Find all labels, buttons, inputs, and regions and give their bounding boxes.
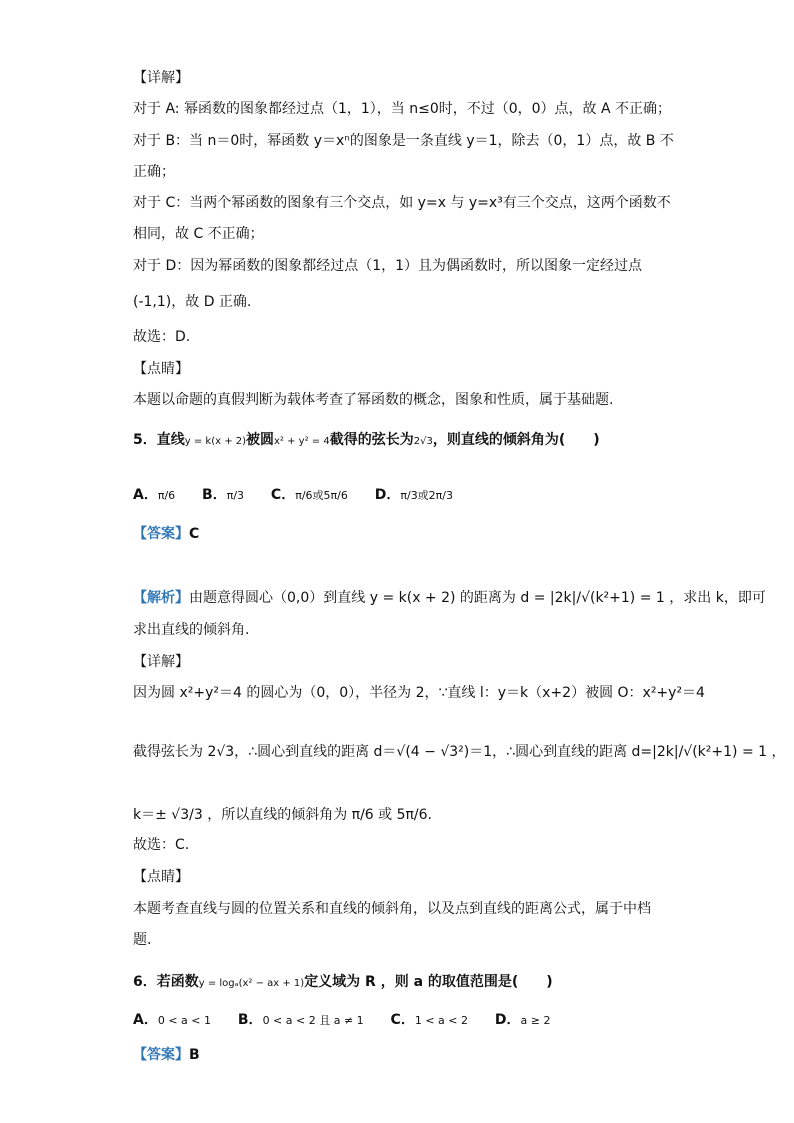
comment-text-1: 本题以命题的真假判断为载体考查了幂函数的概念，图象和性质，属于基础题. [133, 392, 614, 408]
paragraph-option-d-2: (-1,1)，故 D 正确. [133, 294, 252, 310]
option-a[interactable]: A．0 < a < 1 [133, 1012, 212, 1028]
comment-line-5-1: 本题考查直线与圆的位置关系和直线的倾斜角，以及点到直线的距离公式，属于中档 [133, 901, 651, 917]
function-expression: y = logₐ(x² − ax + 1) [198, 978, 305, 989]
question-5-options [133, 485, 475, 506]
answer-tag: 【答案】 [133, 526, 189, 542]
comment-heading-5: 【点睛】 [133, 869, 189, 885]
comment-line-5-2: 题. [133, 932, 152, 948]
option-b[interactable]: B．π/3 [202, 487, 245, 503]
answer-value: B [189, 1047, 200, 1063]
analysis-line-5-1: 【解析】由题意得圆心（0,0）到直线 y = k(x + 2) 的距离为 d = |2k|/√(k²+1) = 1 ，求出 k，即可 [133, 590, 766, 606]
chord-length: 2√3 [413, 436, 433, 447]
detail-line-5-3: k＝± √3/3 ，所以直线的倾斜角为 π/6 或 5π/6. [133, 807, 433, 823]
option-d[interactable]: D．π/3或2π/3 [374, 487, 454, 503]
answer-line-5 [133, 524, 199, 544]
question-number: 5． [133, 432, 157, 448]
comment-heading-1: 【点睛】 [133, 361, 189, 377]
option-c[interactable]: C．π/6或5π/6 [270, 487, 348, 503]
paragraph-option-a: 对于 A: 幂函数的图象都经过点（1，1），当 n≤0时，不过（0，0）点，故 A 不正确； [133, 101, 672, 117]
option-b[interactable]: B．0 < a < 2 且 a ≠ 1 [237, 1012, 364, 1028]
paragraph-option-b-2: 正确； [133, 164, 175, 180]
detail-heading-1: 【详解】 [133, 70, 189, 86]
answer-tag: 【答案】 [133, 1047, 189, 1063]
question-6-options [133, 1010, 572, 1031]
answer-line-6 [133, 1045, 200, 1065]
select-line-5: 故选：C. [133, 837, 190, 853]
answer-value: C [189, 526, 200, 542]
circle-equation: x² + y² = 4 [274, 436, 330, 447]
option-a[interactable]: A．π/6 [133, 487, 176, 503]
answer-select-1: 故选：D. [133, 329, 191, 345]
option-d[interactable]: D．a ≥ 2 [494, 1012, 551, 1028]
paragraph-option-b-1: 对于 B：当 n＝0时，幂函数 y＝xⁿ的图象是一条直线 y＝1，除去（0，1）点，故 B 不 [133, 133, 674, 149]
line-equation: y = k(x + 2) [184, 436, 247, 447]
paragraph-option-d-1: 对于 D：因为幂函数的图象都经过点（1，1）且为偶函数时，所以图象一定经过点 [133, 258, 643, 274]
paragraph-option-c-2: 相同，故 C 不正确； [133, 226, 264, 242]
question-6: 6．若函数y = logₐ(x² − ax + 1)定义域为 R ，则 a 的取值范围是( ) [133, 974, 553, 990]
detail-line-5-1: 因为圆 x²+y²＝4 的圆心为（0，0），半径为 2，∵直线 l：y＝k（x+2）被圆 O：x²+y²＝4 [133, 685, 705, 701]
detail-line-5-2: 截得弦长为 2√3，∴圆心到直线的距离 d＝√(4 − √3²)＝1，∴圆心到直线的距离 d=|2k|/√(k²+1) = 1 ， [133, 744, 786, 760]
analysis-line-5-2: 求出直线的倾斜角. [133, 622, 250, 638]
paragraph-option-c-1: 对于 C：当两个幂函数的图象有三个交点，如 y=x 与 y=x³有三个交点，这两个函数不 [133, 195, 671, 211]
option-c[interactable]: C．1 < a < 2 [390, 1012, 468, 1028]
detail-heading-5: 【详解】 [133, 654, 189, 670]
question-5: 5．直线y = k(x + 2)被圆x² + y² = 4截得的弦长为2√3，则直线的倾斜角为( ) [133, 432, 600, 448]
question-number: 6． [133, 974, 157, 990]
analysis-tag: 【解析】 [133, 590, 189, 606]
